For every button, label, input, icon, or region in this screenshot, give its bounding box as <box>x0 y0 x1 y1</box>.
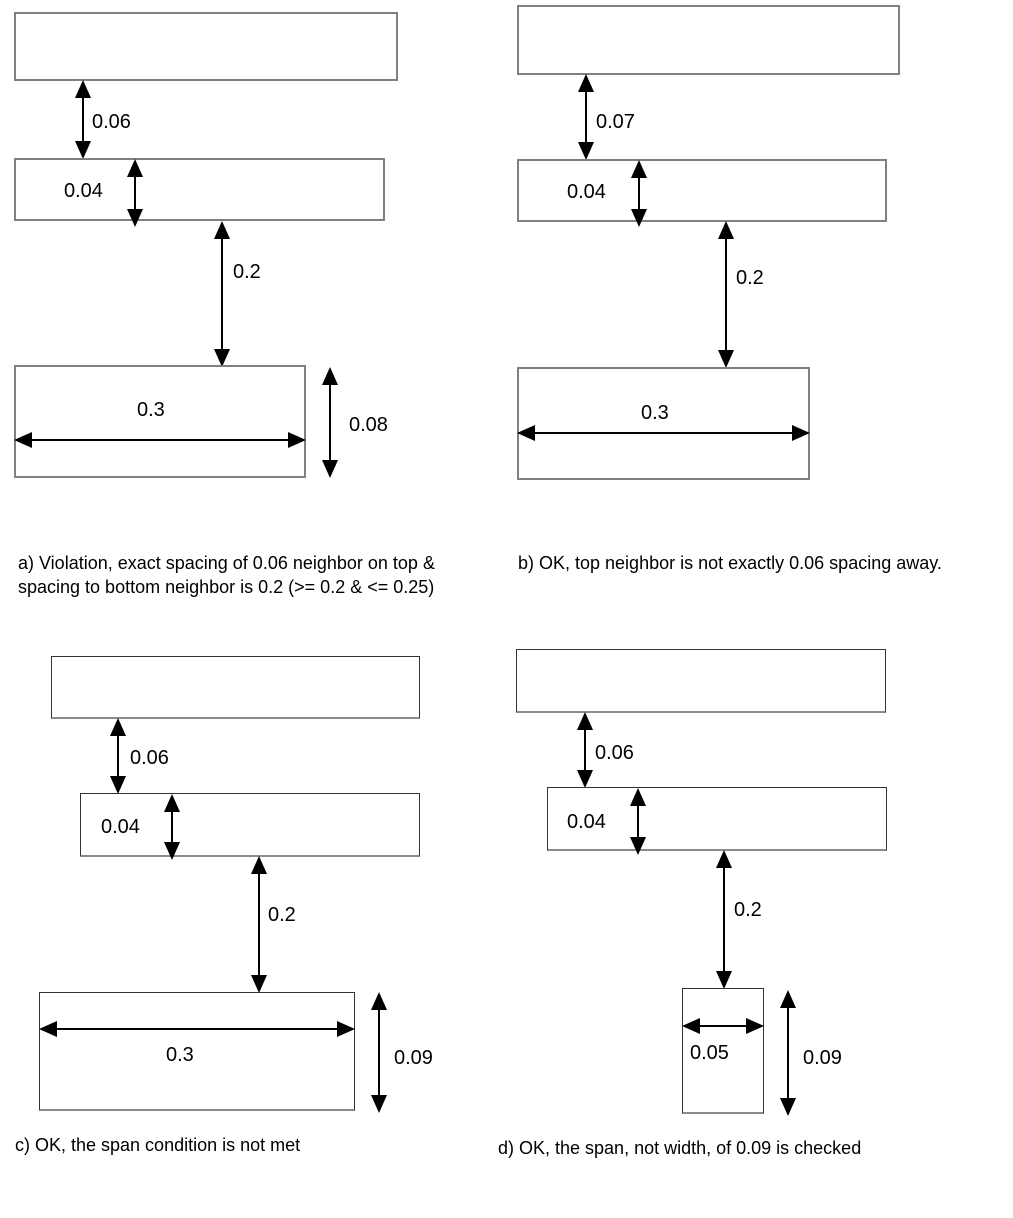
top-spacing-arrow <box>577 712 593 788</box>
layer-thickness-label: 0.04 <box>101 816 140 838</box>
caption-c: c) OK, the span condition is not met <box>15 1135 301 1155</box>
caption-d: d) OK, the span, not width, of 0.09 is checked <box>498 1138 862 1158</box>
bottom-width-arrow <box>682 1018 764 1034</box>
arrow-shaft <box>723 857 725 982</box>
bottom-height-label: 0.09 <box>803 1047 842 1069</box>
top-spacing-label: 0.07 <box>596 111 635 133</box>
bottom-spacing-label: 0.2 <box>233 261 261 283</box>
caption-a: a) Violation, exact spacing of 0.06 neighbor on top & spacing to bottom neighbor is 0.2 (>= 0.2 & <= 0.25) <box>18 553 435 597</box>
bottom-spacing-arrow <box>716 850 732 989</box>
arrow-shaft <box>787 997 789 1109</box>
caption-b: b) OK, top neighbor is not exactly 0.06 spacing away. <box>518 553 942 573</box>
bottom-spacing-label: 0.2 <box>736 267 764 289</box>
top-spacing-label: 0.06 <box>92 111 131 133</box>
top-neighbor-rect <box>516 649 886 713</box>
bottom-spacing-label: 0.2 <box>734 899 762 921</box>
arrow-shaft <box>584 719 586 781</box>
bottom-height-label: 0.09 <box>394 1047 433 1069</box>
top-spacing-label: 0.06 <box>130 747 169 769</box>
arrow-shaft <box>637 795 639 848</box>
layer-thickness-arrow <box>630 788 646 855</box>
bottom-height-label: 0.08 <box>349 414 388 436</box>
arrow-shaft <box>689 1025 757 1027</box>
top-spacing-label: 0.06 <box>595 742 634 764</box>
layer-thickness-label: 0.04 <box>567 181 606 203</box>
bottom-height-arrow <box>780 990 796 1116</box>
bottom-width-label: 0.3 <box>166 1044 194 1066</box>
bottom-width-label: 0.3 <box>641 402 669 424</box>
layer-thickness-label: 0.04 <box>567 811 606 833</box>
bottom-width-label: 0.3 <box>137 399 165 421</box>
bottom-spacing-label: 0.2 <box>268 904 296 926</box>
layer-thickness-label: 0.04 <box>64 180 103 202</box>
bottom-width-label: 0.05 <box>690 1042 729 1064</box>
